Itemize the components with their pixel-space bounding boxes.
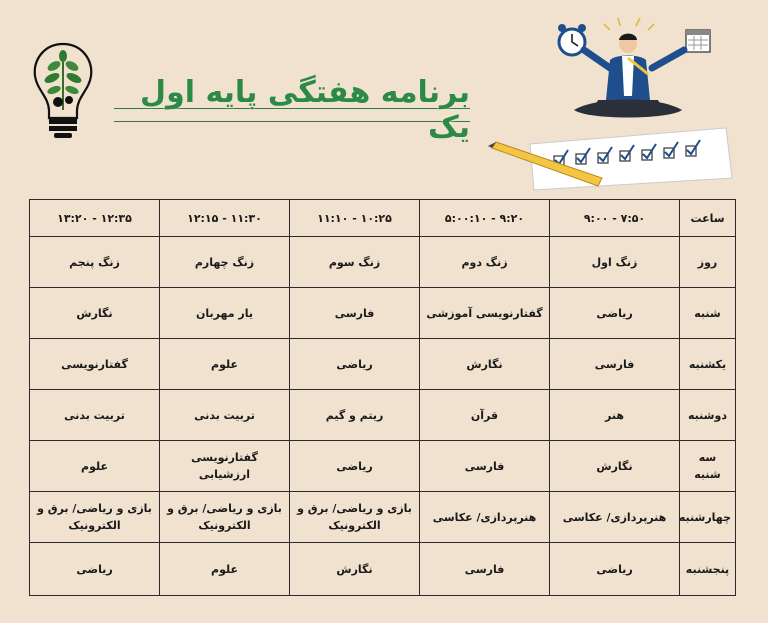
subject-cell: نگارش — [290, 543, 420, 596]
bell-cell: زنگ اول — [550, 237, 680, 288]
checklist-icon — [530, 128, 732, 190]
subject-cell: گفتارنویسی آموزشی — [420, 288, 550, 339]
weekly-schedule-table — [29, 199, 736, 596]
time-cell: ۱۲:۳۵ - ۱۳:۲۰ — [30, 200, 160, 237]
subject-cell: نگارش — [550, 441, 680, 492]
bell-cell: زنگ سوم — [290, 237, 420, 288]
subject-cell: نگارش — [420, 339, 550, 390]
lightbulb-plant-icon — [30, 40, 96, 140]
subject-cell: هنرپردازی/ عکاسی — [420, 492, 550, 543]
time-cell: ۹:۲۰ - ۵:۰۰:۱۰ — [420, 200, 550, 237]
table-row — [30, 390, 736, 441]
time-header-row — [30, 200, 736, 237]
subject-cell: هنرپردازی/ عکاسی — [550, 492, 680, 543]
table-row — [30, 339, 736, 390]
subject-cell: فارسی — [290, 288, 420, 339]
day-cell: سه شنبه — [680, 441, 736, 492]
subject-cell: قرآن — [420, 390, 550, 441]
subject-cell: ریاضی — [290, 339, 420, 390]
bell-cell: زنگ دوم — [420, 237, 550, 288]
subject-cell: علوم — [160, 339, 290, 390]
table-row — [30, 288, 736, 339]
subject-cell: نگارش — [30, 288, 160, 339]
subject-cell: گفتارنویسی — [30, 339, 160, 390]
meditating-businessman-illustration — [488, 16, 738, 194]
subject-cell: ریاضی — [290, 441, 420, 492]
subject-cell: هنر — [550, 390, 680, 441]
time-cell: ۷:۵۰ - ۹:۰۰ — [550, 200, 680, 237]
time-label-cell: ساعت — [680, 200, 736, 237]
bell-cell: زنگ چهارم — [160, 237, 290, 288]
subject-cell: بازی و ریاضی/ برق و الکترونیک — [160, 492, 290, 543]
subject-cell: تربیت بدنی — [160, 390, 290, 441]
day-cell: شنبه — [680, 288, 736, 339]
day-cell: چهارشنبه — [680, 492, 736, 543]
subject-cell: ریاضی — [550, 288, 680, 339]
subject-cell: ریاضی — [30, 543, 160, 596]
subject-cell: علوم — [30, 441, 160, 492]
subject-cell: بازی و ریاضی/ برق و الکترونیک — [30, 492, 160, 543]
day-cell: پنجشنبه — [680, 543, 736, 596]
bell-header-row — [30, 237, 736, 288]
time-cell: ۱۱:۳۰ - ۱۲:۱۵ — [160, 200, 290, 237]
subject-cell: فارسی — [420, 441, 550, 492]
subject-cell: تربیت بدنی — [30, 390, 160, 441]
subject-cell: بازی و ریاضی/ برق و الکترونیک — [290, 492, 420, 543]
subject-cell: ریاضی — [550, 543, 680, 596]
subject-cell: فارسی — [550, 339, 680, 390]
time-cell: ۱۰:۲۵ - ۱۱:۱۰ — [290, 200, 420, 237]
subject-cell: فارسی — [420, 543, 550, 596]
page-title: برنامه هفتگی پایه اول یک — [140, 75, 470, 145]
subject-cell: علوم — [160, 543, 290, 596]
page-title-banner — [114, 75, 470, 145]
table-row — [30, 543, 736, 596]
day-cell: دوشنبه — [680, 390, 736, 441]
subject-cell: یار مهربان — [160, 288, 290, 339]
bell-cell: زنگ پنجم — [30, 237, 160, 288]
day-label-cell: روز — [680, 237, 736, 288]
table-row — [30, 441, 736, 492]
table-row — [30, 492, 736, 543]
calendar-icon — [686, 30, 710, 52]
day-cell: یکشنبه — [680, 339, 736, 390]
subject-cell: ریتم و گیم — [290, 390, 420, 441]
subject-cell: گفتارنویسی ارزشیابی — [160, 441, 290, 492]
